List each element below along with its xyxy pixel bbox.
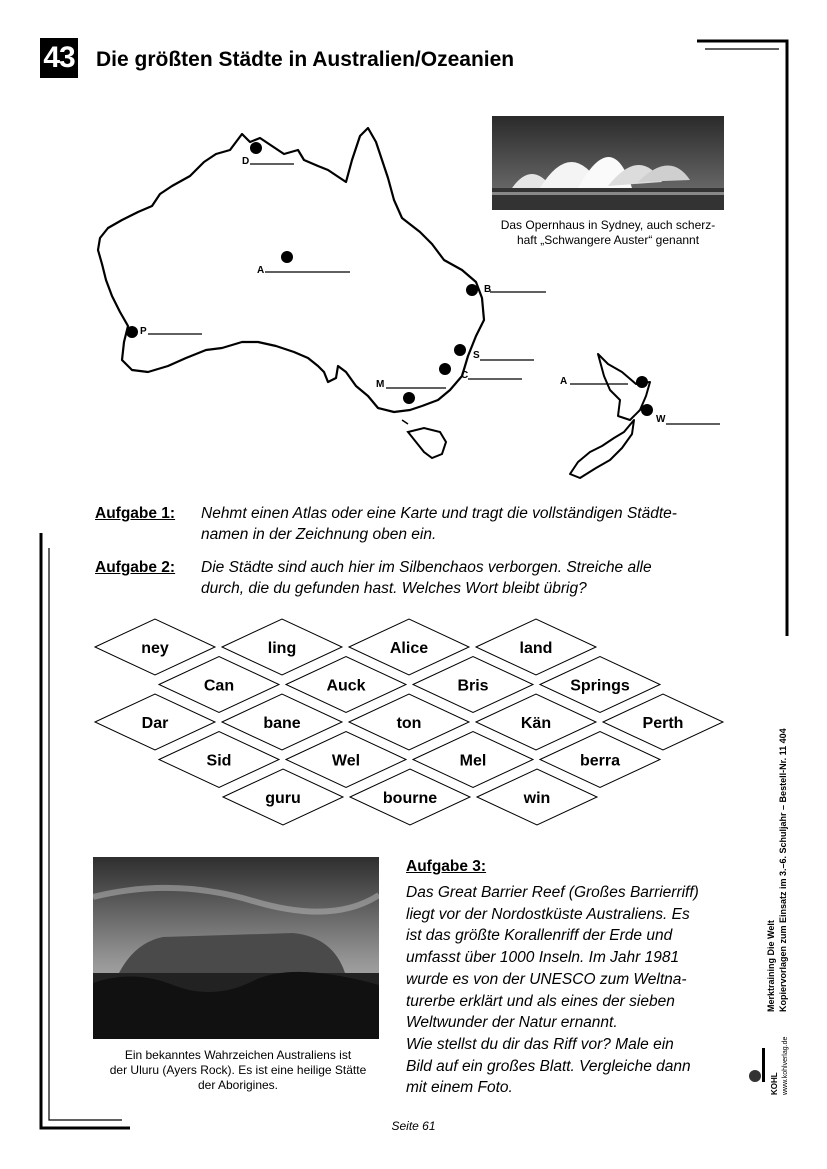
task-text-line: Wie stellst du dir das Riff vor? Male ein [406,1035,674,1053]
marker-label-nz-w: W [656,414,666,425]
syllable-text: Wel [331,752,361,770]
sidebar-series-title: Merktraining Die Welt [766,920,776,1012]
publisher-url: www.kohlverlag.de [782,1036,789,1095]
uluru-caption [93,1048,383,1093]
task-3 [406,856,736,1099]
tasmania-outline [408,428,446,458]
task-text-line: durch, die du gefunden hast. Welches Wort bleibt übrig? [201,580,587,597]
syllable-text: Can [203,677,235,695]
task-text-line: ist das größte Korallenriff der Erde und [406,927,673,945]
task-text-line: umfasst über 1000 Inseln. Im Jahr 1981 [406,949,680,967]
marker-label-a: A [257,265,265,276]
marker-label-b: B [484,284,492,295]
syllable-text: Springs [570,677,630,695]
marker-label-m: M [376,379,385,390]
syllable-text: win [523,790,551,807]
syllable-text: Bris [457,677,489,695]
task-text-line: mit einem Foto. [406,1079,513,1097]
syllable-grid [90,615,730,830]
opera-house-photo [492,116,724,210]
page-number: Seite 61 [391,1119,436,1133]
task-text-line: turerbe erklärt und als eines der sieben [406,992,675,1010]
task-text-line: Weltwunder der Natur ernannt. [406,1014,618,1032]
syllable-text: Mel [459,752,487,770]
marker-label-s: S [473,350,480,361]
task-2-text [201,557,741,599]
publisher-sidebar [748,700,794,1100]
task-text-line: Nehmt einen Atlas oder eine Karte und tragt die vollständigen Städte- [201,505,677,522]
syllable-text: Auck [326,677,366,695]
uluru-photo [93,857,379,1039]
uluru-caption-line: der Uluru (Ayers Rock). Es ist eine heilige Stätte [109,1063,367,1077]
marker-label-d: D [242,156,250,167]
syllable-text: ton [396,715,422,732]
syllable-text: Kän [520,715,552,732]
syllable-text: guru [265,790,301,807]
task-3-label: Aufgabe 3: [406,858,487,875]
task-text-line: namen in der Zeichnung oben ein. [201,526,437,543]
syllable-text: berra [579,752,621,770]
worksheet-number: 43 [40,38,78,78]
uluru-caption-line: der Aborigines. [197,1078,279,1092]
syllable-text: ling [267,640,297,657]
marker-label-nz-a: A [560,376,568,387]
marker-label-p: P [140,326,147,337]
syllable-text: bane [263,715,301,732]
task-2-label: Aufgabe 2: [95,559,176,576]
opera-caption-line: Das Opernhaus in Sydney, auch scherz- [500,218,716,232]
task-text-line: liegt vor der Nordostküste Australiens. Es [406,905,690,923]
syllable-text: Perth [642,715,684,732]
australia-outline [98,128,484,412]
task-text-line: Das Great Barrier Reef (Großes Barrierriff) [406,884,699,901]
task-3-text [406,882,736,1099]
task-1-label: Aufgabe 1: [95,505,176,522]
opera-caption-line: haft „Schwangere Auster“ genannt [516,233,700,247]
task-text-line: wurde es von der UNESCO zum Weltna- [406,970,687,988]
syllable-text: ney [141,640,169,657]
syllable-text: Alice [389,640,429,657]
syllable-text: Sid [206,752,232,770]
opera-caption [488,218,728,248]
page-title: Die größten Städte in Australien/Ozeanien [96,48,515,71]
marker-label-c: C [461,370,469,381]
publisher-name: KOHL [770,1072,779,1095]
task-text-line: Bild auf ein großes Blatt. Vergleiche dann [406,1057,691,1075]
task-1-text [201,503,741,545]
sidebar-order-info: Kopiervorlagen zum Einsatz im 3.–6. Schuljahr – Bestell-Nr. 11 404 [778,728,788,1012]
syllable-text: land [519,640,553,657]
task-text-line: Die Städte sind auch hier im Silbenchaos verborgen. Streiche alle [201,559,652,576]
uluru-caption-line: Ein bekanntes Wahrzeichen Australiens ist [124,1048,352,1062]
syllable-text: Dar [141,715,169,732]
syllable-text: bourne [382,790,438,807]
